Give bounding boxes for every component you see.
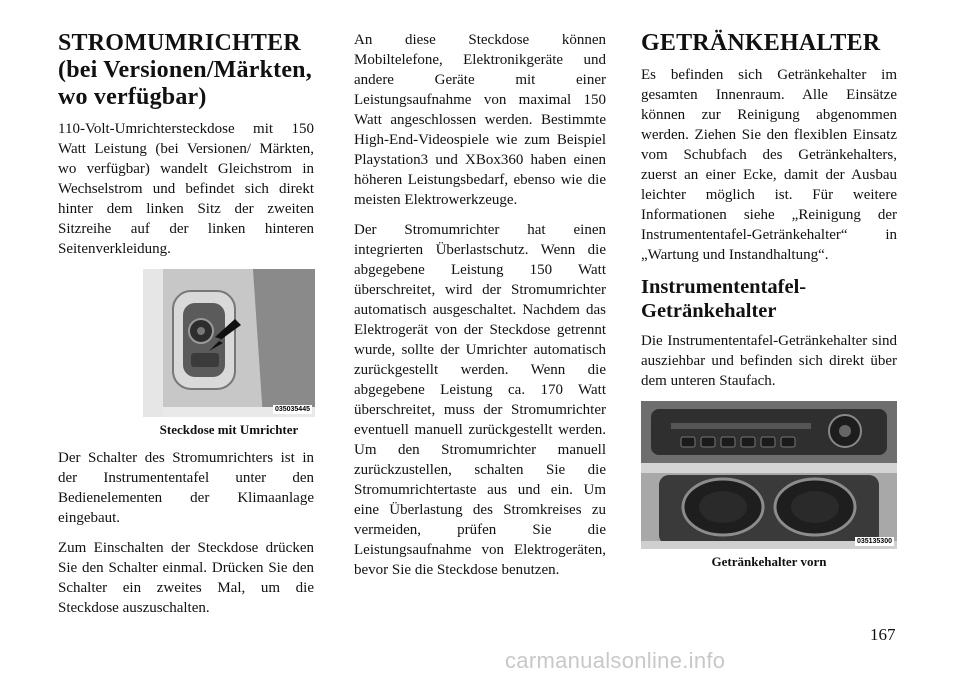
heading-line-2: (bei Versionen/Märkten, [58,57,312,83]
column-1 [58,30,314,628]
heading-line-3: wo verfügbar) [58,84,207,110]
subheading-instrumententafel-getraenkehalter [641,275,897,323]
section-heading-stromumrichter [58,30,314,111]
paragraph: Der Schalter des Stromumrichters ist in der Instrumententafel unter den Bedienelementen der Klimaanlage eingebaut. [58,450,314,526]
paragraph: Zum Einschalten der Steckdose drücken Sie den Schalter einmal. Drücken Sie den Schalter ein zweites Mal, um die Steckdose auszuschalten. [58,540,314,616]
paragraph: An diese Steckdose können Mobiltelefone, Elektronikgeräte und andere Geräte mit einer Leistungsaufnahme von maximal 150 Watt angeschlossen werden. Bestimmte High-End-Videospiele wie zum Beispiel Playstation3 und XBox360 haben einen höheren Leistungsbedarf, ebenso wie die meisten Elektrowerkzeuge. [354,32,606,208]
figure-code: 035035445 [274,406,310,413]
page-number: 167 [870,625,896,644]
getraenkehalter-illustration [641,401,897,549]
column-2 [354,30,606,590]
figure-caption: Steckdose mit Umrichter [159,422,299,437]
subheading-line-2: Getränkehalter [641,300,777,322]
paragraph: 110-Volt-Umrichtersteckdose mit 150 Watt Leistung (bei Versionen/ Märkten, wo verfügbar) wandelt Gleichstrom in Wechselstrom und befindet sich direkt hinter dem linken Sitz der zweiten Sitzreihe auf der linken hinteren Seitenverkleidung. [58,121,314,257]
figure-steckdose [58,269,314,438]
getraenkehalter-photo [641,401,897,549]
figure-caption: Getränkehalter vorn [711,554,827,569]
subheading-line-1: Instrumententafel- [641,276,807,298]
paragraph: Es befinden sich Getränkehalter im gesamten Innenraum. Alle Einsätze können zur Reinigung abgenommen werden. Ziehen Sie den flexiblen Einsatz vom Schubfach des Getränkehalters, zuerst an einer Ecke, damit der Ausbau leichter möglich ist. Für weitere Informationen siehe „Reinigung der Instrumententafel-Getränkehalter“ in „Wartung und Instandhaltung“. [641,67,897,263]
column-3 [641,30,897,580]
figure-code: 035135300 [856,538,892,545]
watermark-footer: carmanualsonline.info [505,648,726,673]
steckdose-photo [143,269,315,417]
figure-getraenkehalter [641,401,897,570]
heading-line-1: STROMUMRICHTER [58,30,301,56]
section-heading-getraenkehalter: GETRÄNKEHALTER [641,30,881,56]
steckdose-illustration [143,269,315,417]
paragraph: Der Stromumrichter hat einen integrierten Überlastschutz. Wenn die abgegebene Leistung 150 Watt überschreitet, wird der Stromumrichter automatisch ausgeschaltet. Nachdem das Elektrogerät von der Steckdose getrennt wurde, sollte der Umrichter automatisch zurückgestellt werden. Wenn die abgegebene Leistung ca. 170 Watt überschreitet, muss der Stromumrichter eventuell manuell zurückgestellt werden. Um den Stromumrichter manuell zurückzustellen, schalten Sie die Stromumrichtertaste aus und ein. Um eine Überlastung des Stromkreises zu vermeiden, prüfen Sie die Leistungsaufnahme von Elektrogeräten, bevor Sie die Steckdose benutzen. [354,222,606,578]
paragraph: Die Instrumententafel-Getränkehalter sind ausziehbar und befinden sich direkt über dem unteren Staufach. [641,333,897,389]
